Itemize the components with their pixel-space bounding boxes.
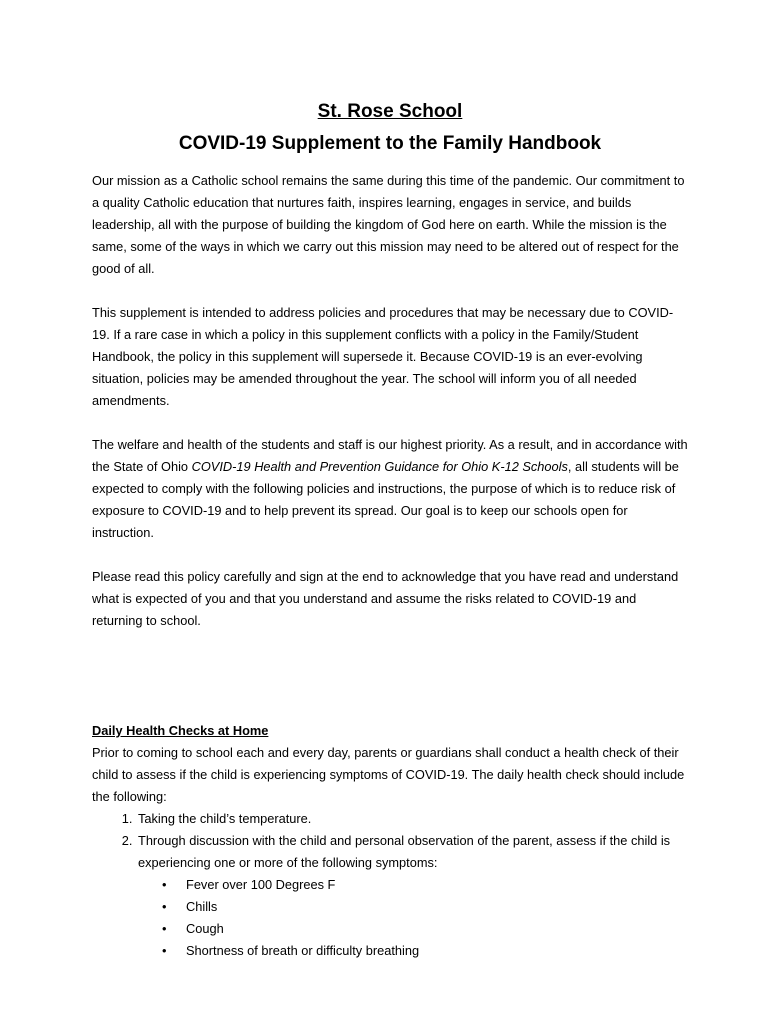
bullet-icon: •: [162, 943, 167, 958]
bullet-icon: •: [162, 877, 167, 892]
guidance-title: COVID-19 Health and Prevention Guidance for Ohio K-12 Schools: [191, 459, 568, 474]
please-read-paragraph: Please read this policy carefully and sign at the end to acknowledge that you have read and understand what is expected of you and that you understand and assume the risks related to COVID-19 and returning to school.: [92, 569, 679, 628]
school-name: St. Rose School: [317, 101, 463, 122]
daily-health-checks-intro: Prior to coming to school each and every day, parents or guardians shall conduct a health check of their child to assess if the child is experiencing symptoms of COVID-19. The daily health check should include the following:: [92, 745, 685, 804]
list-item: [136, 830, 688, 962]
welfare-text-end: , all students will be expected to comply with the following policies and instructions, the purpose of which is to reduce risk of exposure to COVID-19 and to help prevent its spread. Our goal is to keep our schools open for instruction.: [92, 459, 679, 540]
list-item: • Fever over 100 Degrees F: [184, 874, 688, 896]
symptom-list: [138, 874, 688, 962]
supplement-paragraph: This supplement is intended to address policies and procedures that may be necessary due to COVID-19. If a rare case in which a policy in this supplement conflicts with a policy in the Family/Student Handbook, the policy in this supplement will supersede it. Because COVID-19 is an ever-evolving situation, policies may be amended throughout the year. The school will inform you of all needed amendments.: [92, 305, 674, 408]
bullet-icon: •: [162, 921, 167, 936]
welfare-paragraph: [92, 434, 688, 544]
step-text: Through discussion with the child and personal observation of the parent, assess if the child is experiencing one or more of the following symptoms:: [138, 833, 671, 870]
list-item: • Shortness of breath or difficulty breathing: [184, 940, 688, 962]
health-check-steps: [92, 808, 688, 962]
list-item: 1. Taking the child’s temperature.: [136, 808, 688, 830]
document-title: COVID-19 Supplement to the Family Handbook: [178, 133, 602, 154]
daily-health-checks-heading: Daily Health Checks at Home: [92, 723, 269, 738]
document-page: [92, 96, 688, 962]
list-item: • Cough: [184, 918, 688, 940]
welfare-text-start: The welfare and health of the students and staff is our highest priority. As a result, and in accordance with the State of Ohio: [92, 437, 688, 474]
mission-paragraph: Our mission as a Catholic school remains the same during this time of the pandemic. Our commitment to a quality Catholic education that nurtures faith, inspires learning, engages in service, and builds leadership, all with the purpose of building the kingdom of God here on earth. While the mission is the same, some of the ways in which we carry out this mission may need to be altered out of respect for the good of all.: [92, 173, 685, 276]
list-item: • Chills: [184, 896, 688, 918]
bullet-icon: •: [162, 899, 167, 914]
